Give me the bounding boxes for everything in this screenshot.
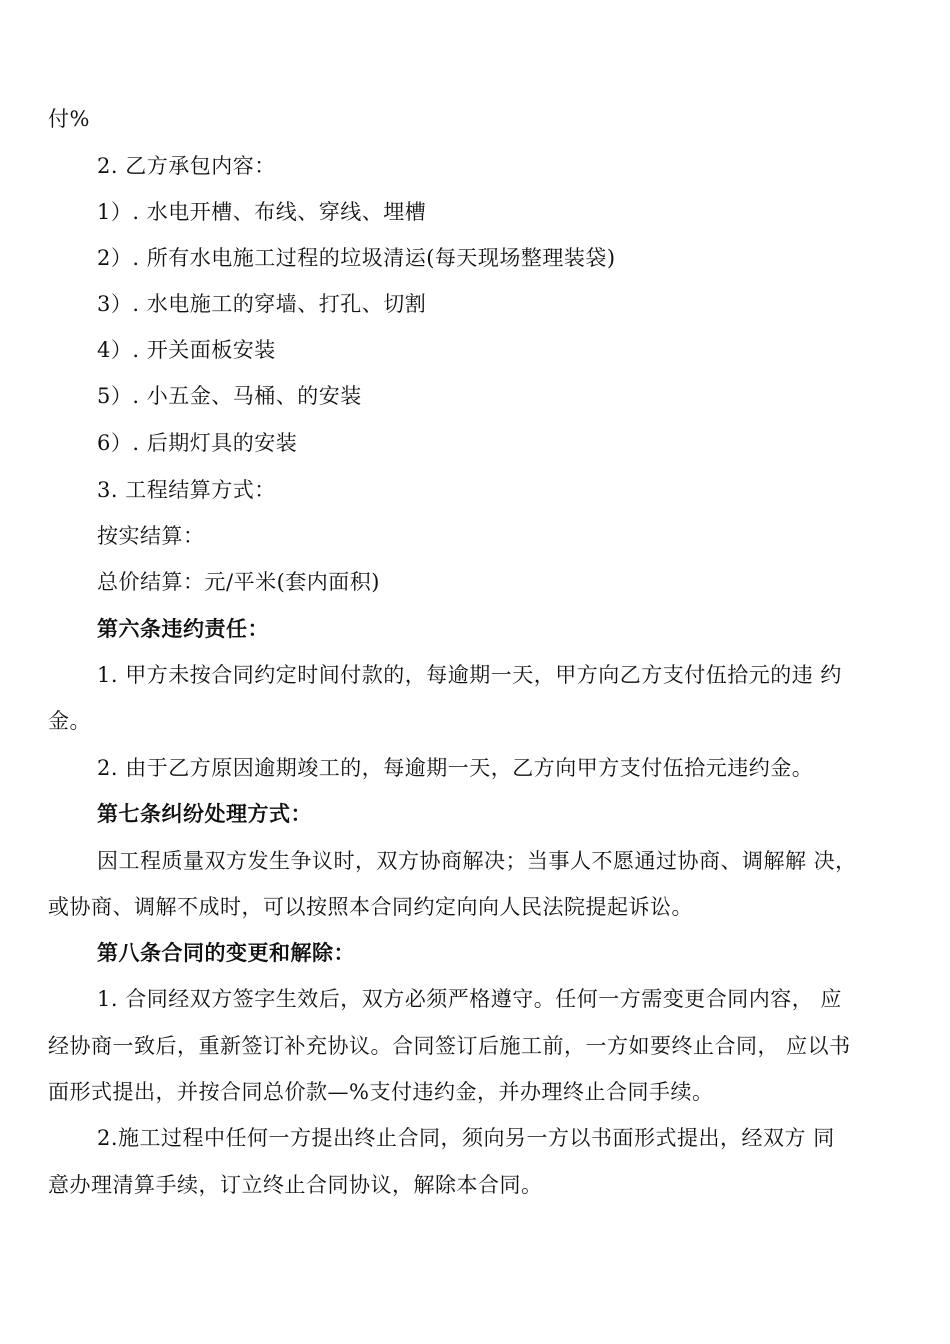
scope-item-1: 1）. 水电开槽、布线、穿线、埋槽 bbox=[97, 200, 427, 224]
settlement-actual: 按实结算： bbox=[97, 524, 205, 548]
fragment-prev-text: 付% bbox=[48, 107, 90, 131]
article6-title: 第六条违约责任： bbox=[97, 616, 269, 641]
contractor-scope-heading: 2. 乙方承包内容： bbox=[97, 154, 276, 178]
article7-line1: 因工程质量双方发生争议时，双方协商解决；当事人不愿通过协商、调解解 决， bbox=[97, 849, 857, 873]
article8-title: 第八条合同的变更和解除： bbox=[97, 940, 355, 965]
scope-item-4: 4）. 开关面板安装 bbox=[97, 338, 276, 362]
article7-line2: 或协商、调解不成时，可以按照本合同约定向向人民法院提起诉讼。 bbox=[48, 895, 693, 919]
article8-p1-line1: 1. 合同经双方签字生效后，双方必须严格遵守。任何一方需变更合同内容， 应 bbox=[97, 987, 842, 1011]
article6-p2: 2. 由于乙方原因逾期竣工的，每逾期一天，乙方向甲方支付伍拾元违约金。 bbox=[97, 756, 814, 780]
article7-title: 第七条纠纷处理方式： bbox=[97, 801, 312, 826]
scope-item-6: 6）. 后期灯具的安装 bbox=[97, 431, 298, 455]
settlement-heading: 3. 工程结算方式： bbox=[97, 478, 276, 502]
article8-p1-line3: 面形式提出，并按合同总价款—%支付违约金，并办理终止合同手续。 bbox=[48, 1080, 714, 1104]
article8-p2-line1: 2.施工过程中任何一方提出终止合同，须向另一方以书面形式提出，经双方 同 bbox=[97, 1126, 835, 1150]
article8-p2-line2: 意办理清算手续，订立终止合同协议，解除本合同。 bbox=[48, 1173, 543, 1197]
article8-p1-line2: 经协商一致后，重新签订补充协议。合同签订后施工前，一方如要终止合同， 应以书 bbox=[48, 1034, 851, 1058]
article6-p1-line2: 金。 bbox=[48, 709, 91, 733]
scope-item-2: 2）. 所有水电施工过程的垃圾清运(每天现场整理装袋) bbox=[97, 246, 616, 270]
scope-item-3: 3）. 水电施工的穿墙、打孔、切割 bbox=[97, 292, 427, 316]
article6-p1-line1: 1. 甲方未按合同约定时间付款的，每逾期一天，甲方向乙方支付伍拾元的违 约 bbox=[97, 663, 842, 687]
settlement-total: 总价结算：元/平米(套内面积) bbox=[97, 570, 380, 594]
scope-item-5: 5）. 小五金、马桶、的安装 bbox=[97, 384, 362, 408]
